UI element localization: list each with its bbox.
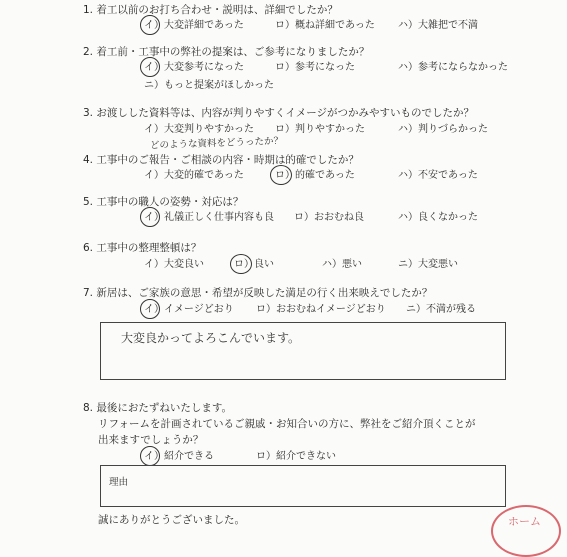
question-text: 工事中の整理整頓は？ (96, 242, 202, 254)
q5-option-ro: ロ）おおむね良 (294, 212, 364, 223)
q7-comment-box[interactable] (100, 322, 506, 380)
q2-option-ro: ロ）参考になった (275, 62, 355, 73)
question-number: 8. (83, 402, 94, 414)
question-text: 工事中のご報告・ご相談の内容・時期は的確でしたか？ (96, 154, 359, 166)
question-text: 着工前・工事中の弊社の提案は、ご参考になりましたか？ (96, 46, 370, 58)
q1-answer-circle (140, 15, 160, 35)
question-6 (83, 242, 201, 255)
q7-option-i: イ）イメージどおり (144, 304, 234, 315)
question-8-line2: リフォームを計画されているご親戚・お知合いの方に、弊社をご紹介頂くことが (98, 418, 476, 430)
stamp-text: ホーム (508, 515, 541, 528)
question-7 (83, 287, 432, 300)
question-number: 3. (83, 107, 94, 119)
closing-message: 誠にありがとうございました。 (98, 514, 245, 526)
q4-option-ro: ロ）的確であった (275, 170, 355, 181)
q6-answer-circle (230, 254, 252, 274)
question-5 (83, 196, 243, 209)
q6-option-ha: ハ）悪い (322, 259, 362, 270)
question-text: 新居は、ご家族の意思・希望が反映した満足の行く出来映えでしたか？ (96, 287, 433, 299)
q8-reason-box[interactable] (100, 465, 506, 507)
q7-option-ni: ニ）不満が残る (406, 304, 476, 315)
question-4 (83, 154, 359, 167)
question-3 (83, 107, 474, 120)
q5-answer-circle (140, 207, 160, 227)
q5-option-ha: ハ）良くなかった (398, 212, 478, 223)
q2-answer-circle (140, 57, 160, 77)
question-number: 4. (83, 154, 94, 166)
question-number: 5. (83, 196, 94, 208)
question-number: 7. (83, 287, 94, 299)
question-8-line3: 出来ますでしょうか？ (98, 434, 204, 446)
company-stamp (491, 505, 561, 557)
q8-answer-circle (140, 446, 160, 466)
q7-answer-circle (140, 299, 160, 319)
q8-option-ro: ロ）紹介できない (256, 451, 336, 462)
q6-option-i: イ）大変良い (144, 259, 204, 270)
q1-option-ro: ロ）概ね詳細であった (275, 20, 375, 31)
q6-option-ni: ニ）大変悪い (398, 259, 458, 270)
q2-option-ha: ハ）参考にならなかった (398, 62, 508, 73)
q2-option-ni: ニ）もっと提案がほしかった (144, 80, 274, 91)
q4-option-ha: ハ）不安であった (398, 170, 478, 181)
q8-option-i: イ）紹介できる (144, 451, 214, 462)
q3-handwritten-note: どのような資料をどうったか？ (149, 135, 284, 152)
reason-label: 理由 (109, 477, 129, 488)
q4-answer-circle (270, 165, 292, 185)
question-text: 工事中の職人の姿勢・対応は？ (96, 196, 244, 208)
question-number: 2. (83, 46, 94, 58)
question-2 (83, 46, 369, 59)
q7-option-ro: ロ）おおむねイメージどおり (256, 304, 386, 315)
question-number: 6. (83, 242, 94, 254)
question-number: 1. (83, 4, 94, 16)
question-1 (83, 4, 338, 17)
question-text: 着工以前のお打ち合わせ・説明は、詳細でしたか？ (96, 4, 338, 16)
question-text: お渡しした資料等は、内容が判りやすくイメージがつかみやすいものでしたか？ (96, 107, 475, 119)
q7-handwritten-comment: 大変良かってよろこんでいます。 (121, 331, 301, 345)
q3-option-ha: ハ）判りづらかった (398, 124, 488, 135)
q6-option-ro: ロ）良い (234, 259, 274, 270)
q5-option-i: イ）礼儀正しく仕事内容も良 (144, 212, 274, 223)
q1-option-ha: ハ）大雑把で不満 (398, 20, 478, 31)
q1-option-i: イ）大変詳細であった (144, 20, 244, 31)
question-8 (83, 402, 232, 415)
question-text: 最後におたずねいたします。 (96, 402, 233, 414)
q3-option-ro: ロ）判りやすかった (275, 124, 365, 135)
q3-option-i: イ）大変判りやすかった (144, 124, 254, 135)
q2-option-i: イ）大変参考になった (144, 62, 244, 73)
q4-option-i: イ）大変的確であった (144, 170, 244, 181)
